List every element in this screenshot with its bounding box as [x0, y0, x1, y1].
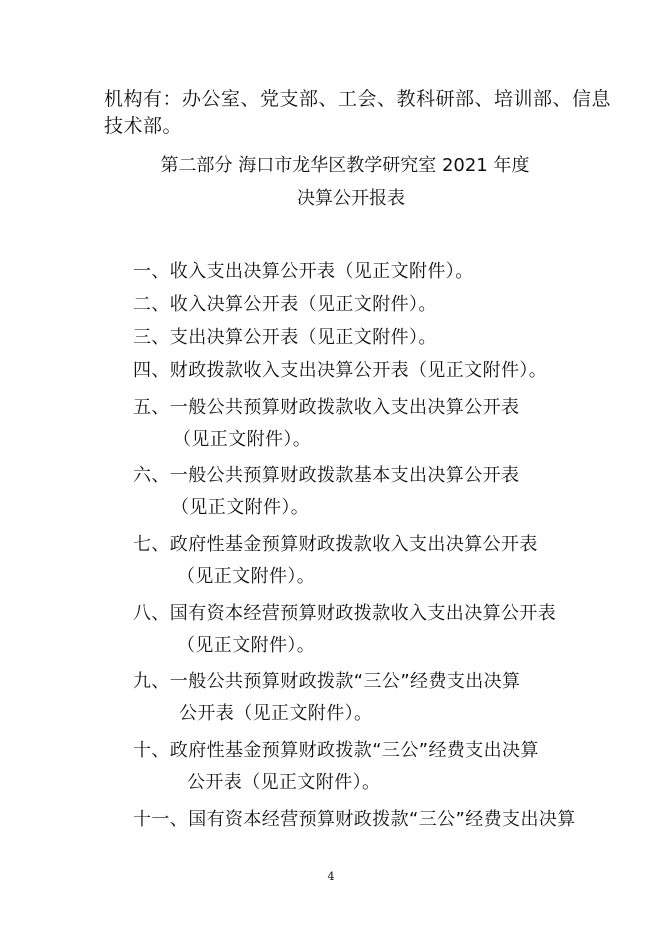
list-item-6 [133, 461, 520, 518]
list-item-text: 四、财政拨款收入支出决算公开表（见正文附件）。 [133, 360, 548, 381]
list-item-text: 一、收入支出决算公开表（见正文附件）。 [133, 261, 474, 282]
list-item-continuation: （见正文附件）。 [177, 566, 316, 587]
list-item-text: 七、政府性基金预算财政拨款收入支出决算公开表 [133, 534, 538, 555]
list-item-9 [133, 667, 521, 724]
list-item-5 [133, 393, 520, 450]
list-item-4 [133, 356, 547, 382]
list-item-continuation: （见正文附件）。 [177, 635, 316, 656]
list-item-text: 九、一般公共预算财政拨款“三公”经费支出决算 [133, 671, 521, 692]
list-item-text: 八、国有资本经营预算财政拨款收入支出决算公开表 [133, 603, 557, 624]
list-item-10 [133, 736, 539, 793]
list-item-continuation: （见正文附件）。 [173, 429, 312, 450]
page-number: 4 [327, 870, 335, 883]
list-item-continuation: （见正文附件）。 [171, 497, 310, 518]
list-item-text: 三、支出决算公开表（见正文附件）。 [133, 327, 437, 348]
list-item-continuation: 公开表（见正文附件）。 [187, 772, 381, 793]
intro-paragraph [104, 86, 612, 140]
list-item-text: 五、一般公共预算财政拨款收入支出决算公开表 [133, 397, 520, 418]
list-item-3 [133, 323, 437, 349]
section-heading-line-2: 决算公开报表 [297, 188, 405, 209]
list-item-1 [133, 257, 474, 283]
list-item-text: 十、政府性基金预算财政拨款“三公”经费支出决算 [133, 740, 539, 761]
intro-line-2: 技术部。 [104, 115, 183, 137]
list-item-7 [133, 530, 538, 587]
list-item-11 [133, 805, 576, 831]
list-item-2 [133, 290, 437, 316]
list-item-text: 十一、国有资本经营预算财政拨款“三公”经费支出决算 [133, 809, 576, 830]
section-heading-line-1: 第二部分 海口市龙华区教学研究室 2021 年度 [160, 155, 530, 176]
list-item-8 [133, 599, 557, 656]
list-item-text: 二、收入决算公开表（见正文附件）。 [133, 294, 437, 315]
intro-line-1: 机构有：办公室、党支部、工会、教科研部、培训部、信息 [104, 88, 612, 110]
list-item-text: 六、一般公共预算财政拨款基本支出决算公开表 [133, 465, 520, 486]
list-item-continuation: 公开表（见正文附件）。 [179, 703, 373, 724]
